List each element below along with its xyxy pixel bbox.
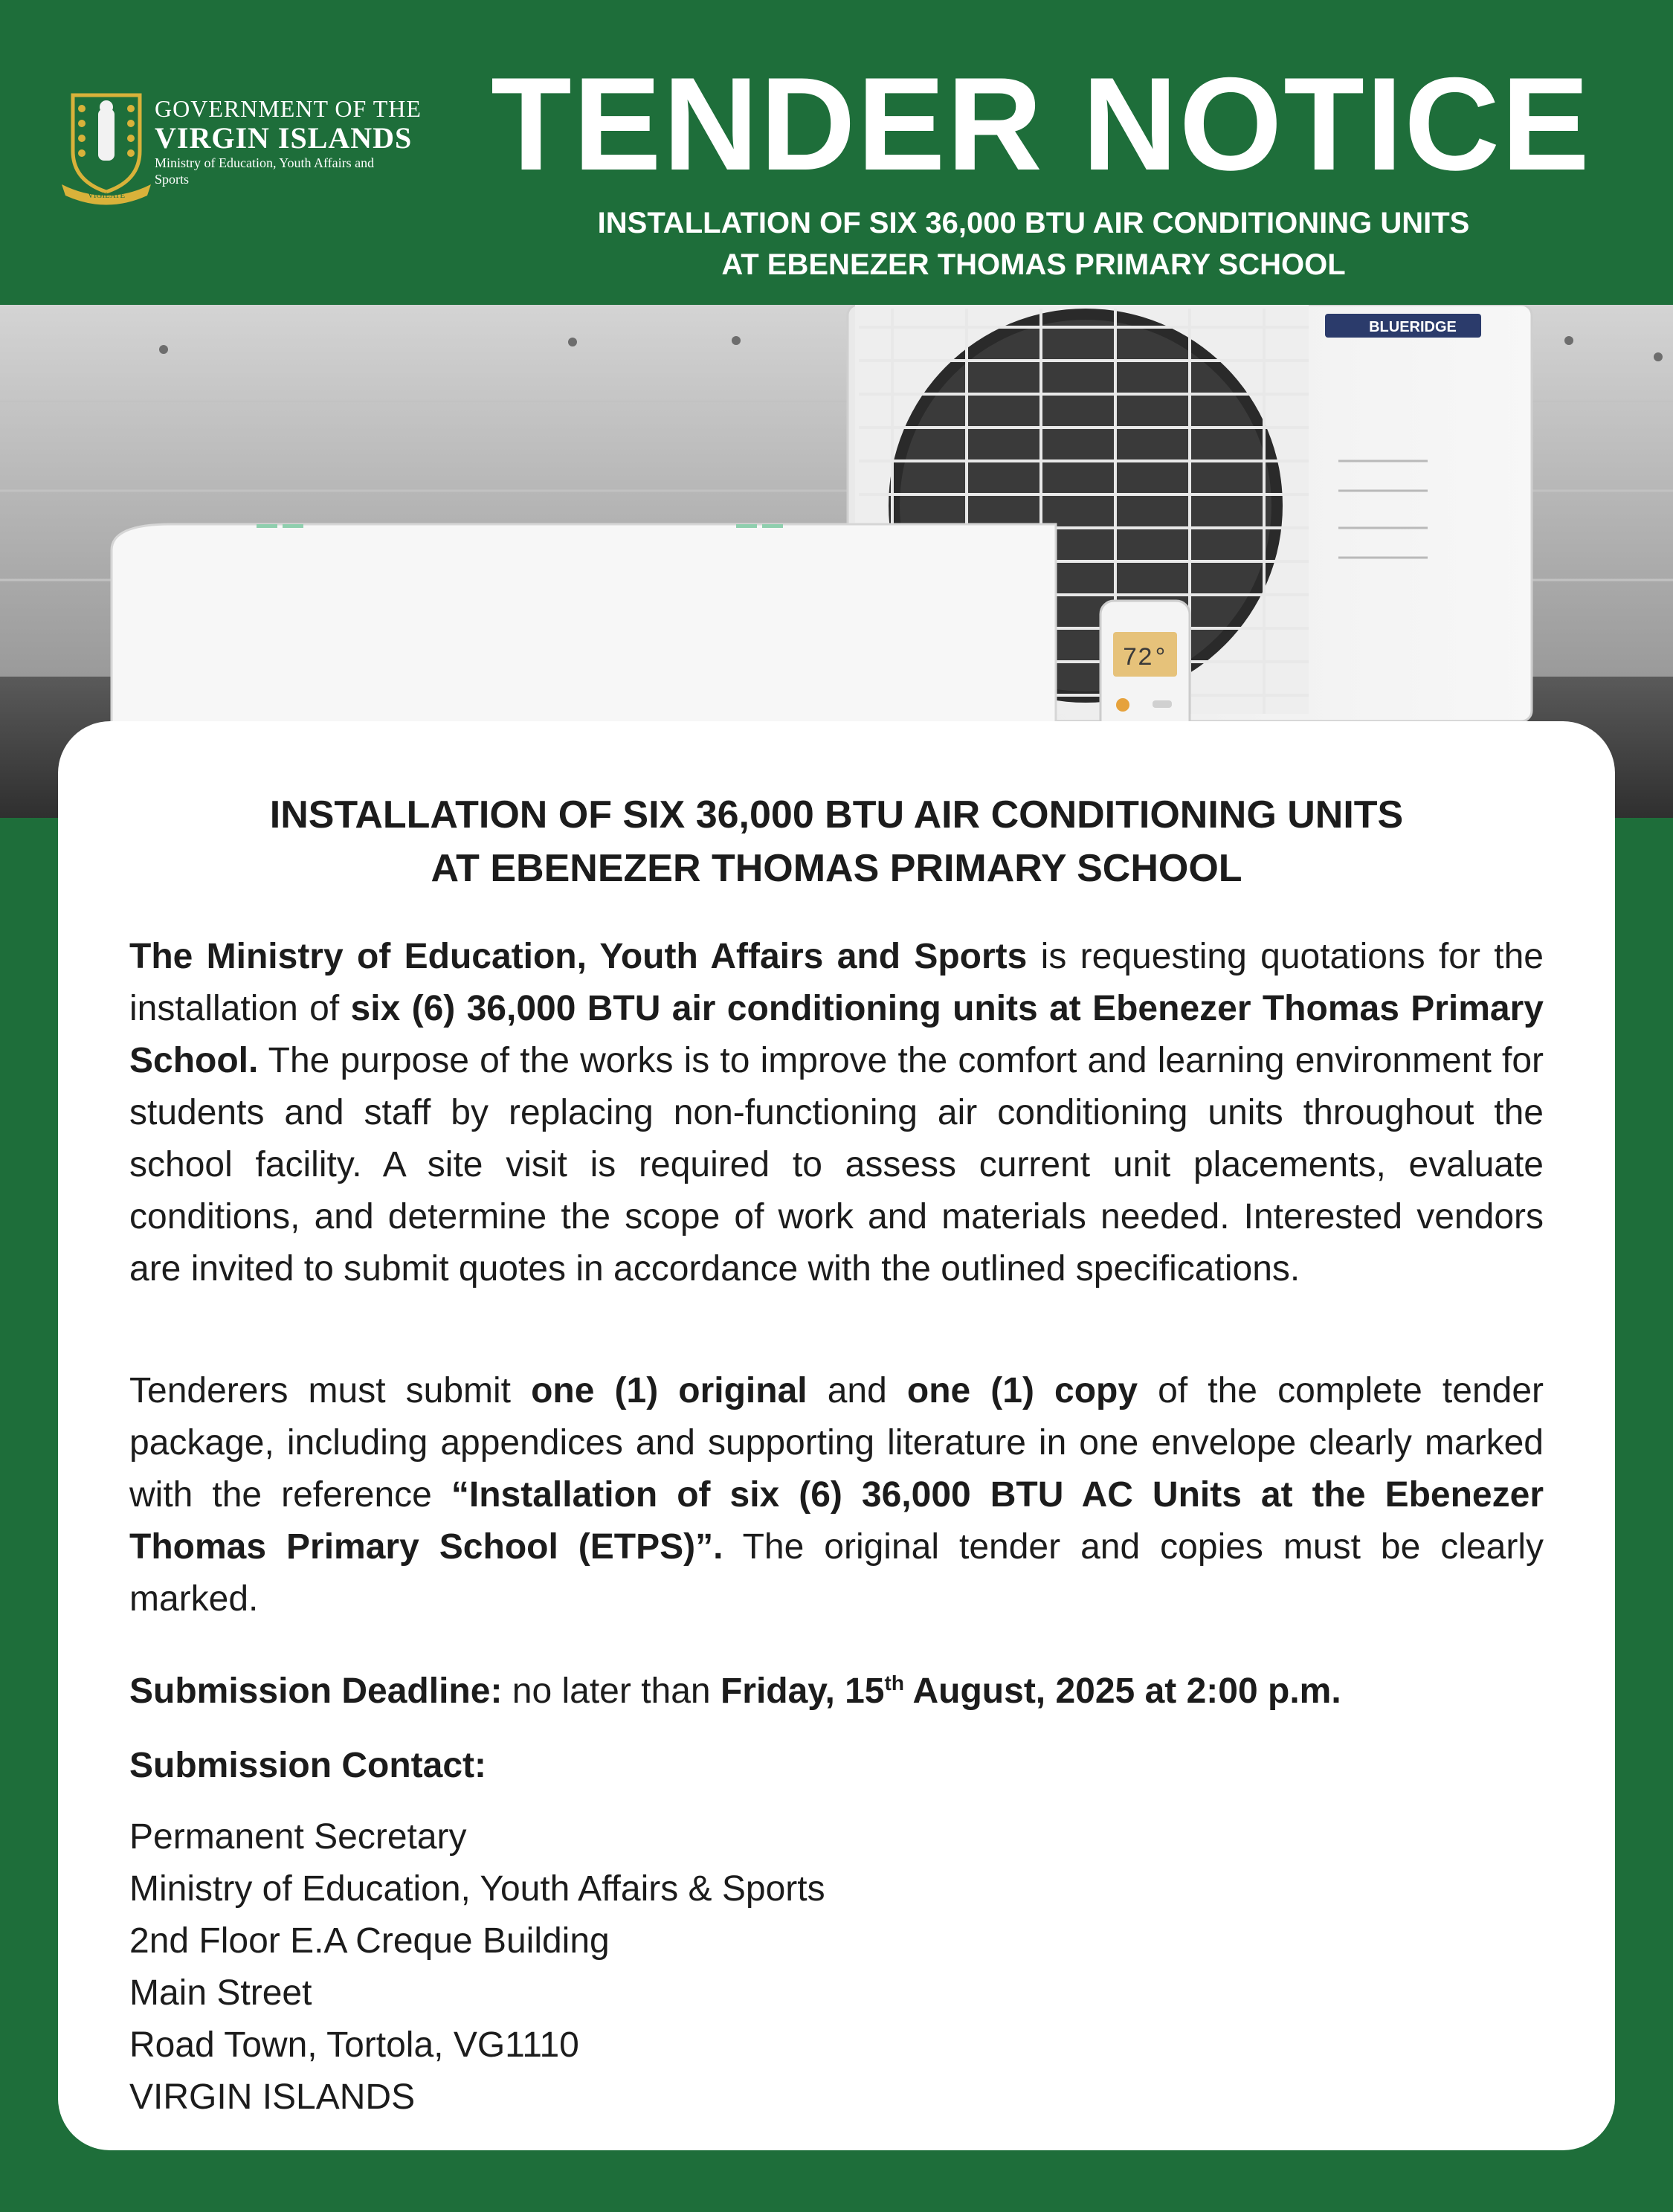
- ministry-name: The Ministry of Education, Youth Affairs and Sports: [129, 937, 1028, 976]
- deadline-text: no later than: [502, 1671, 721, 1711]
- header-band: [0, 0, 1673, 305]
- req-text-4: The original tender and copies must be clearly marked.: [129, 1527, 1544, 1619]
- scope-highlight: six (6) 36,000 BTU air conditioning units at Ebenezer Thomas Primary School.: [129, 989, 1544, 1080]
- contact-address: [129, 1811, 1544, 2124]
- remote-display: 72°: [1122, 645, 1168, 673]
- deadline-date: [721, 1671, 1341, 1711]
- req-text-3: of the complete tender package, including appendices and supporting literature in one envelope clearly marked with the reference: [129, 1371, 1544, 1515]
- header-subtitle: [476, 202, 1591, 286]
- paragraph-intro: [129, 931, 1544, 1295]
- deadline-date-pre: Friday, 15: [720, 1671, 885, 1711]
- req-text-2: and: [807, 1371, 907, 1410]
- contact-label: Submission Contact:: [129, 1746, 487, 1785]
- address-line: Permanent Secretary: [129, 1817, 467, 1857]
- header-subtitle-line-2: AT EBENEZER THOMAS PRIMARY SCHOOL: [721, 248, 1346, 281]
- address-line: 2nd Floor E.A Creque Building: [129, 1921, 610, 1961]
- logo-line-2: VIRGIN ISLANDS: [155, 121, 413, 155]
- logo-line-3: Ministry of Education, Youth Affairs and Sports: [155, 155, 375, 187]
- req-reference: “Installation of six (6) 36,000 BTU AC Units at the Ebenezer Thomas Primary School (ETPS)”.: [129, 1475, 1544, 1567]
- intro-text-2: The purpose of the works is to improve the comfort and learning environment for students and staff by replacing non-functioning air conditioning units throughout the school facility. A site visit is required to assess current unit placements, evaluate conditions, and determine the scope of work and materials needed. Interested vendors are invited to submit quotes in accordance with the outlined specifications.: [129, 1041, 1544, 1289]
- page-title: TENDER NOTICE: [491, 50, 1591, 198]
- notice-heading: [58, 788, 1615, 895]
- address-line: Road Town, Tortola, VG1110: [129, 2025, 579, 2065]
- submission-contact-label: [129, 1740, 1544, 1792]
- address-line: Ministry of Education, Youth Affairs & Sports: [129, 1869, 825, 1909]
- logo-text: [155, 95, 422, 187]
- notice-heading-line-1: INSTALLATION OF SIX 36,000 BTU AIR CONDITIONING UNITS: [269, 793, 1404, 836]
- deadline-date-suffix: th: [884, 1671, 904, 1695]
- req-copy: one (1) copy: [906, 1371, 1138, 1410]
- paragraph-submission-requirements: [129, 1365, 1544, 1625]
- intro-text-1: is requesting quotations for the installation of: [129, 937, 1544, 1028]
- notice-heading-line-2: AT EBENEZER THOMAS PRIMARY SCHOOL: [431, 847, 1242, 890]
- notice-card: [58, 721, 1615, 2150]
- req-original: one (1) original: [531, 1371, 808, 1410]
- deadline-label: Submission Deadline:: [129, 1671, 503, 1711]
- svg-text:VIGILATE: VIGILATE: [87, 191, 126, 200]
- address-line: VIRGIN ISLANDS: [129, 2077, 416, 2117]
- brand-label: BLUERIDGE: [1369, 319, 1457, 335]
- logo-line-1: GOVERNMENT OF THE: [155, 95, 422, 122]
- coat-of-arms-icon: [58, 88, 155, 207]
- address-line: Main Street: [129, 1973, 312, 2013]
- header-subtitle-line-1: INSTALLATION OF SIX 36,000 BTU AIR CONDITIONING UNITS: [597, 207, 1470, 239]
- submission-deadline: [129, 1666, 1544, 1718]
- government-logo: [58, 88, 430, 207]
- req-text-1: Tenderers must submit: [129, 1371, 532, 1410]
- deadline-date-post: August, 2025 at 2:00 p.m.: [903, 1671, 1341, 1711]
